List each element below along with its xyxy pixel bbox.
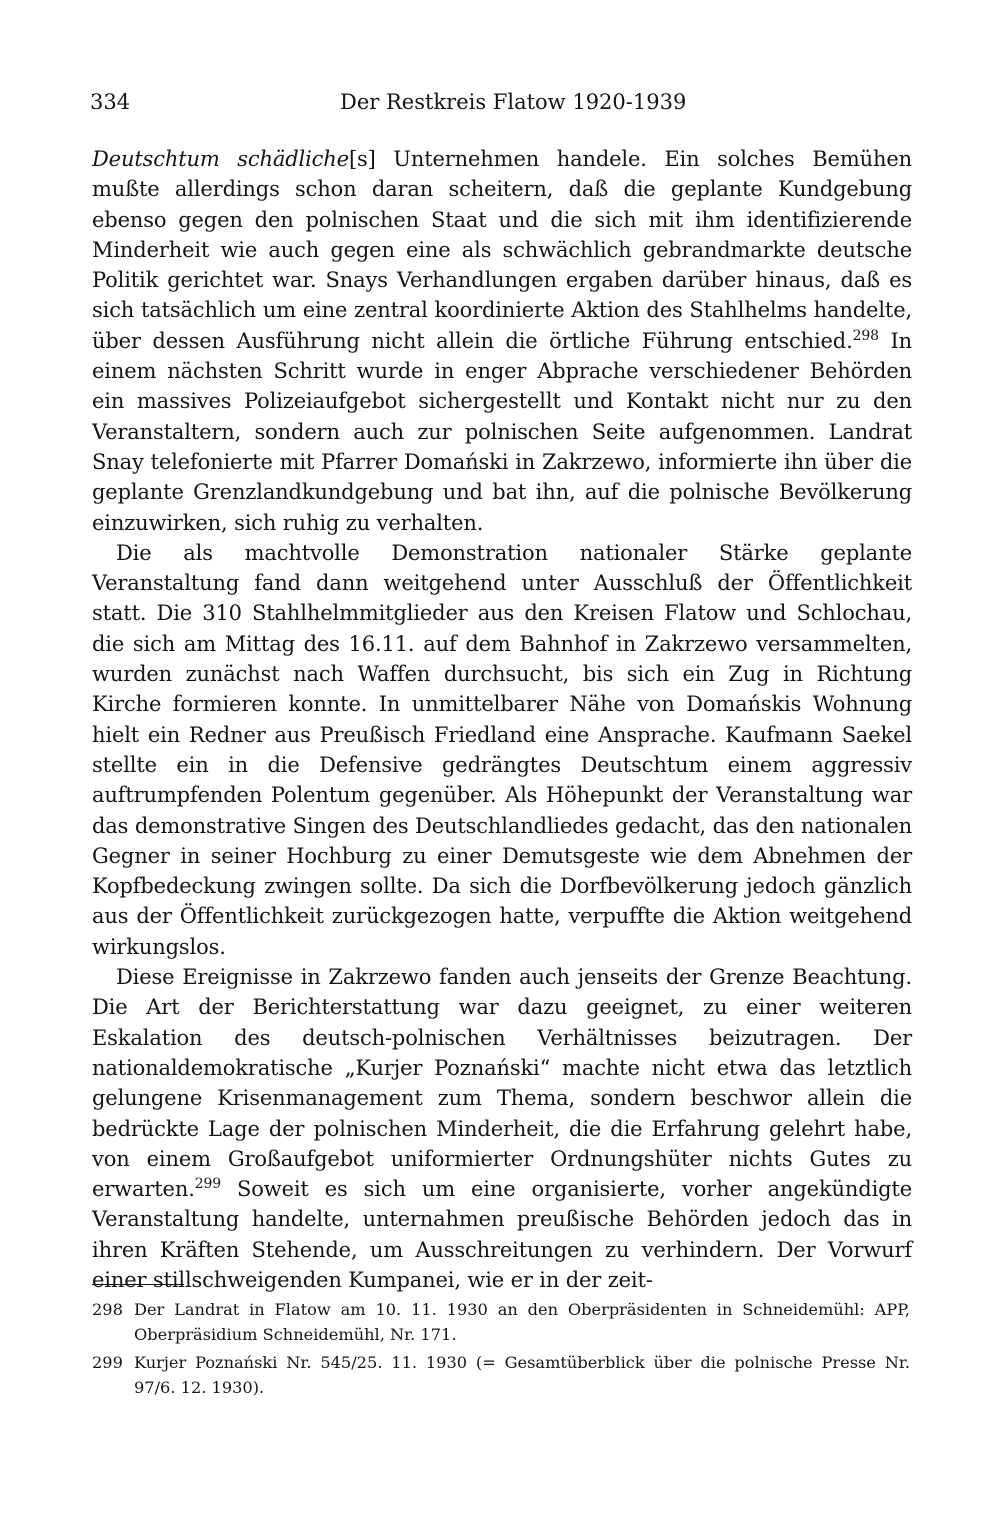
italic-phrase: Deutschtum schädliche xyxy=(92,147,349,171)
page-header xyxy=(90,90,910,126)
footnote-text: Kurjer Poznański Nr. 545/25. 11. 1930 (= Gesamtüberblick über die polnische Presse Nr. 97/6. 12. 1930). xyxy=(134,1353,910,1397)
footnote-ref-299[interactable]: 299 xyxy=(194,1176,221,1193)
paragraph-2: Die als machtvolle Demonstration nationaler Stärke geplante Veranstaltung fand dann weitgehend unter Ausschluß der Öffentlichkeit statt. Die 310 Stahlhelmmitglieder aus den Kreisen Flatow und Schlochau, die sich am Mittag des 16.11. auf dem Bahnhof in Zakrzewo versammelten, wurden zunächst nach Waffen durchsucht, bis sich ein Zug in Richtung Kirche formieren konnte. In unmittelbarer Nähe von Domańskis Wohnung hielt ein Redner aus Preußisch Friedland eine Ansprache. Kaufmann Saekel stellte ein in die Defensive gedrängtes Deutschtum einem aggressiv auftrumpfenden Polentum gegenüber. Als Höhepunkt der Veranstaltung war das demonstrative Singen des Deutschlandliedes gedacht, das den nationalen Gegner in seiner Hochburg zu einer Demutsgeste wie dem Abnehmen der Kopfbedeckung zwingen sollte. Da sich die Dorfbevölkerung jedoch gänzlich aus der Öffentlichkeit zurückgezogen hatte, verpuffte die Aktion weitgehend wirkungslos. xyxy=(92,540,912,959)
running-title: Der Restkreis Flatow 1920-1939 xyxy=(340,90,687,114)
footnote-298 xyxy=(92,1298,910,1347)
footnote-number: 299 xyxy=(92,1353,123,1372)
footnote-299 xyxy=(92,1351,910,1400)
footnotes xyxy=(92,1298,910,1404)
paragraph-3 xyxy=(92,962,912,1295)
paragraph-1-text-b: In einem nächsten Schritt wurde in enger Abprache verschiedener Behörden ein massives Polizeiaufgebot sichergestellt und Kontakt nicht nur zu den Veranstaltern, sondern auch zur polnischen Seite aufgenommen. Landrat Snay telefonierte mit Pfarrer Domański in Zakrzewo, informierte ihn über die geplante Grenzlandkundgebung und bat ihn, auf die polnische Bevölkerung einzuwirken, sich ruhig zu verhalten. xyxy=(92,328,913,535)
paragraph-1 xyxy=(92,144,912,538)
paragraph-3-text-a: Diese Ereignisse in Zakrzewo fanden auch jenseits der Grenze Beachtung. Die Art der Berichterstattung war dazu geeignet, zu einer weiteren Eskalation des deutsch-polnischen Verhältnisses beizutragen. Der nationaldemokratische „Kurjer Poznański“ machte nicht etwa das letztlich gelungene Krisenmanagement zum Thema, sondern beschwor allein die bedrückte Lage der polnischen Minderheit, die die Erfahrung gelehrt habe, von einem Großaufgebot uniformierter Ordnungshüter nichts Gutes zu erwarten. xyxy=(92,965,912,1202)
footnote-number: 298 xyxy=(92,1300,123,1319)
body-text xyxy=(92,144,912,1295)
page-number: 334 xyxy=(90,90,131,114)
footnote-ref-298[interactable]: 298 xyxy=(852,327,879,344)
footnote-text: Der Landrat in Flatow am 10. 11. 1930 an den Oberpräsidenten in Schneidemühl: APP, Oberpräsidium Schneidemühl, Nr. 171. xyxy=(134,1300,910,1344)
paragraph-3-text-b: Soweit es sich um eine organisierte, vorher angekündigte Veranstaltung handelte, unternahmen preußische Behörden jedoch das in ihren Kräften Stehende, um Ausschreitungen zu verhindern. Der Vorwurf einer stillschweigenden Kumpanei, wie er in der zeit- xyxy=(92,1177,912,1292)
footnote-divider xyxy=(92,1284,184,1285)
paragraph-1-text-a: [s] Unternehmen handele. Ein solches Bemühen mußte allerdings schon daran scheitern, daß die geplante Kundgebung ebenso gegen den polnischen Staat und die sich mit ihm identifizierende Minderheit wie auch gegen eine als schwächlich gebrandmarkte deutsche Politik gerichtet war. Snays Verhandlungen ergaben darüber hinaus, daß es sich tatsächlich um eine zentral koordinierte Aktion des Stahlhelms handelte, über dessen Ausführung nicht allein die örtliche Führung entschied. xyxy=(92,147,912,353)
